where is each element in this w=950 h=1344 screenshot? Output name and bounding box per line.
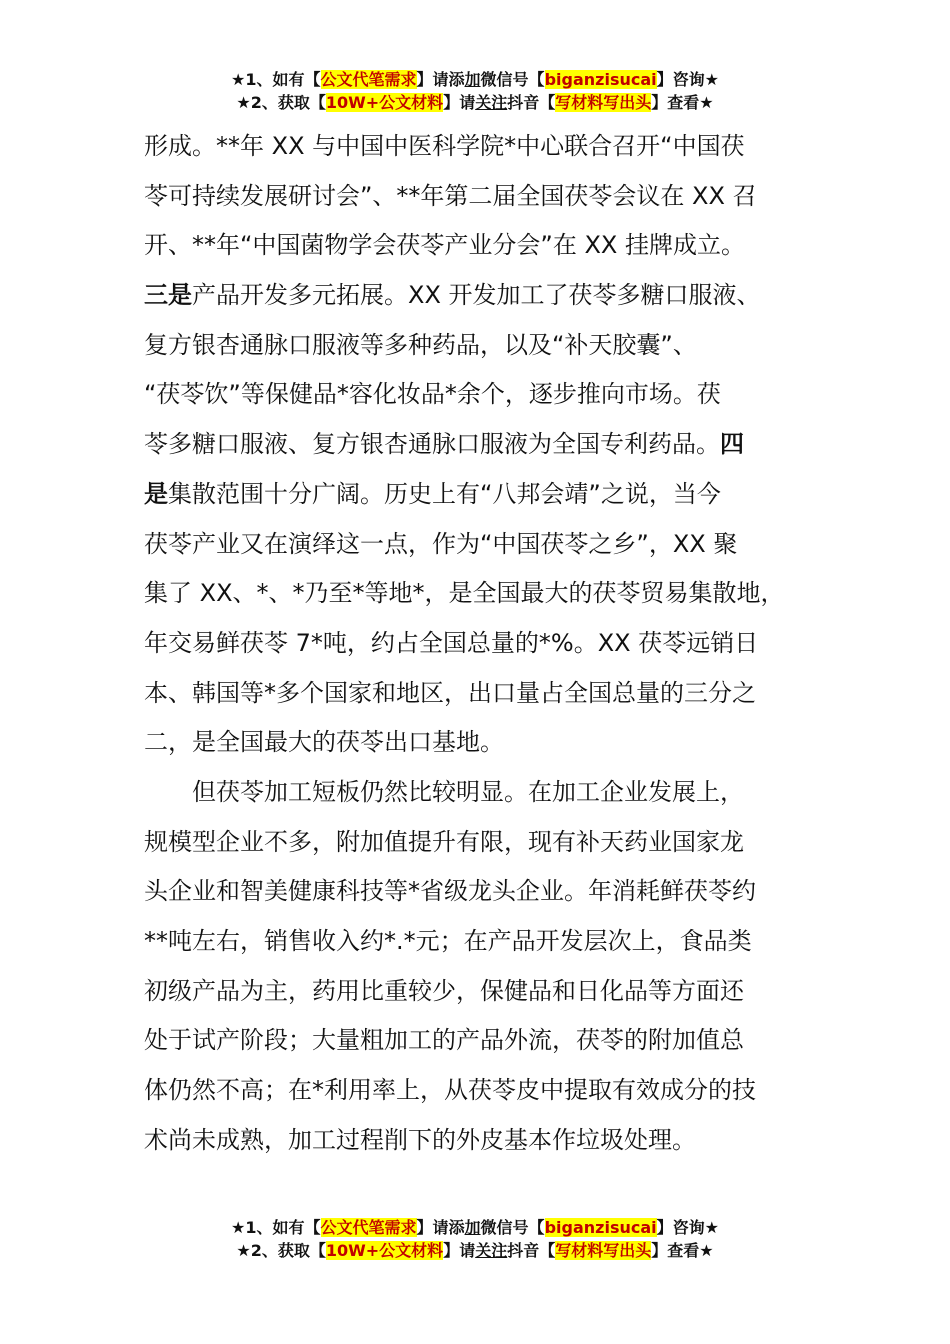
text-line: 但茯苓加工短板仍然比较明显。在加工企业发展上， [192, 777, 744, 806]
text-line: 初级产品为主，药用比重较少，保健品和日化品等方面还 [144, 976, 744, 1005]
banner-text: 】请添 [416, 70, 465, 89]
banner-highlight: 10W+公文材料 [325, 1241, 444, 1260]
banner-line-2 [0, 1239, 950, 1262]
text-line: 复方银杏通脉口服液等多种药品，以及“补天胶囊”、 [144, 330, 697, 359]
banner-text: 】请 [443, 1241, 476, 1260]
text-span: 苓多糖口服液、复方银杏通脉口服液为全国专利药品。 [144, 430, 720, 459]
text-line: “茯苓饮”等保健品*容化妆品*余个，逐步推向市场。茯 [144, 380, 721, 409]
bold-lead: 四 [720, 430, 744, 459]
banner-highlight: 公文代笔需求 [320, 70, 417, 89]
text-line: 术尚未成熟，加工过程削下的外皮基本作垃圾处理。 [144, 1125, 696, 1154]
banner-highlight: 写材料写出头 [555, 93, 652, 112]
banner-text: 】查看★ [651, 1241, 714, 1260]
text-line: 形成。**年 XX 与中国中医科学院*中心联合召开“中国茯 [144, 132, 745, 160]
text-line [144, 470, 824, 520]
banner-line-1 [0, 1216, 950, 1239]
document-body [144, 122, 824, 1165]
text-span: 集散范围十分广阔。历史上有“八邦会靖”之说，当今 [168, 479, 721, 508]
text-line: 茯苓产业又在演绎这一点，作为“中国茯苓之乡”，XX 聚 [144, 529, 738, 558]
banner-text: 】请 [443, 93, 476, 112]
text-line: 本、韩国等*多个国家和地区，出口量占全国总量的三分之 [144, 678, 756, 707]
banner-text: 微信号【 [480, 70, 545, 89]
banner-text: 抖音【 [507, 93, 556, 112]
banner-text: ★2、获取【 [236, 1241, 326, 1260]
text-line: 处于试产阶段；大量粗加工的产品外流，茯苓的附加值总 [144, 1026, 744, 1055]
banner-underlined-text: 加 [464, 1218, 481, 1237]
header-banner [0, 68, 950, 114]
banner-text: 】咨询★ [656, 1218, 719, 1237]
banner-text: ★1、如有【 [231, 1218, 321, 1237]
banner-text: 】咨询★ [656, 70, 719, 89]
text-line [144, 420, 824, 470]
text-line: 年交易鲜茯苓 7*吨，约占全国总量的*%。XX 茯苓远销日 [144, 628, 759, 657]
footer-banner [0, 1216, 950, 1262]
banner-underlined-text: 关注 [475, 93, 508, 112]
text-span: 产品开发多元拓展。XX 开发加工了茯苓多糖口服液、 [192, 281, 761, 310]
banner-highlight: biganzisucai [544, 1218, 657, 1237]
banner-highlight: 10W+公文材料 [325, 93, 444, 112]
banner-line-2 [0, 91, 950, 114]
banner-text: 微信号【 [480, 1218, 545, 1237]
banner-text: ★2、获取【 [236, 93, 326, 112]
text-line: **吨左右，销售收入约*.*元；在产品开发层次上，食品类 [144, 927, 752, 955]
banner-text: 】请添 [416, 1218, 465, 1237]
bold-lead: 是 [144, 479, 168, 508]
text-line: 集了 XX、*、*乃至*等地*，是全国最大的茯苓贸易集散地， [144, 579, 785, 608]
text-line: 头企业和智美健康科技等*省级龙头企业。年消耗鲜茯苓约 [144, 877, 756, 906]
text-line: 苓可持续发展研讨会”、**年第二届全国茯苓会议在 XX 召 [144, 181, 757, 210]
banner-highlight: biganzisucai [544, 70, 657, 89]
banner-line-1 [0, 68, 950, 91]
banner-underlined-text: 关注 [475, 1241, 508, 1260]
text-line: 规模型企业不多，附加值提升有限，现有补天药业国家龙 [144, 827, 744, 856]
text-line: 二，是全国最大的茯苓出口基地。 [144, 728, 504, 757]
banner-highlight: 写材料写出头 [555, 1241, 652, 1260]
banner-text: 抖音【 [507, 1241, 556, 1260]
text-line: 开、**年“中国菌物学会茯苓产业分会”在 XX 挂牌成立。 [144, 231, 746, 260]
bold-lead: 三是 [144, 281, 192, 310]
banner-text: ★1、如有【 [231, 70, 321, 89]
text-line: 体仍然不高；在*利用率上，从茯苓皮中提取有效成分的技 [144, 1076, 756, 1105]
text-line [144, 271, 824, 321]
banner-underlined-text: 加 [464, 70, 481, 89]
banner-highlight: 公文代笔需求 [320, 1218, 417, 1237]
banner-text: 】查看★ [651, 93, 714, 112]
